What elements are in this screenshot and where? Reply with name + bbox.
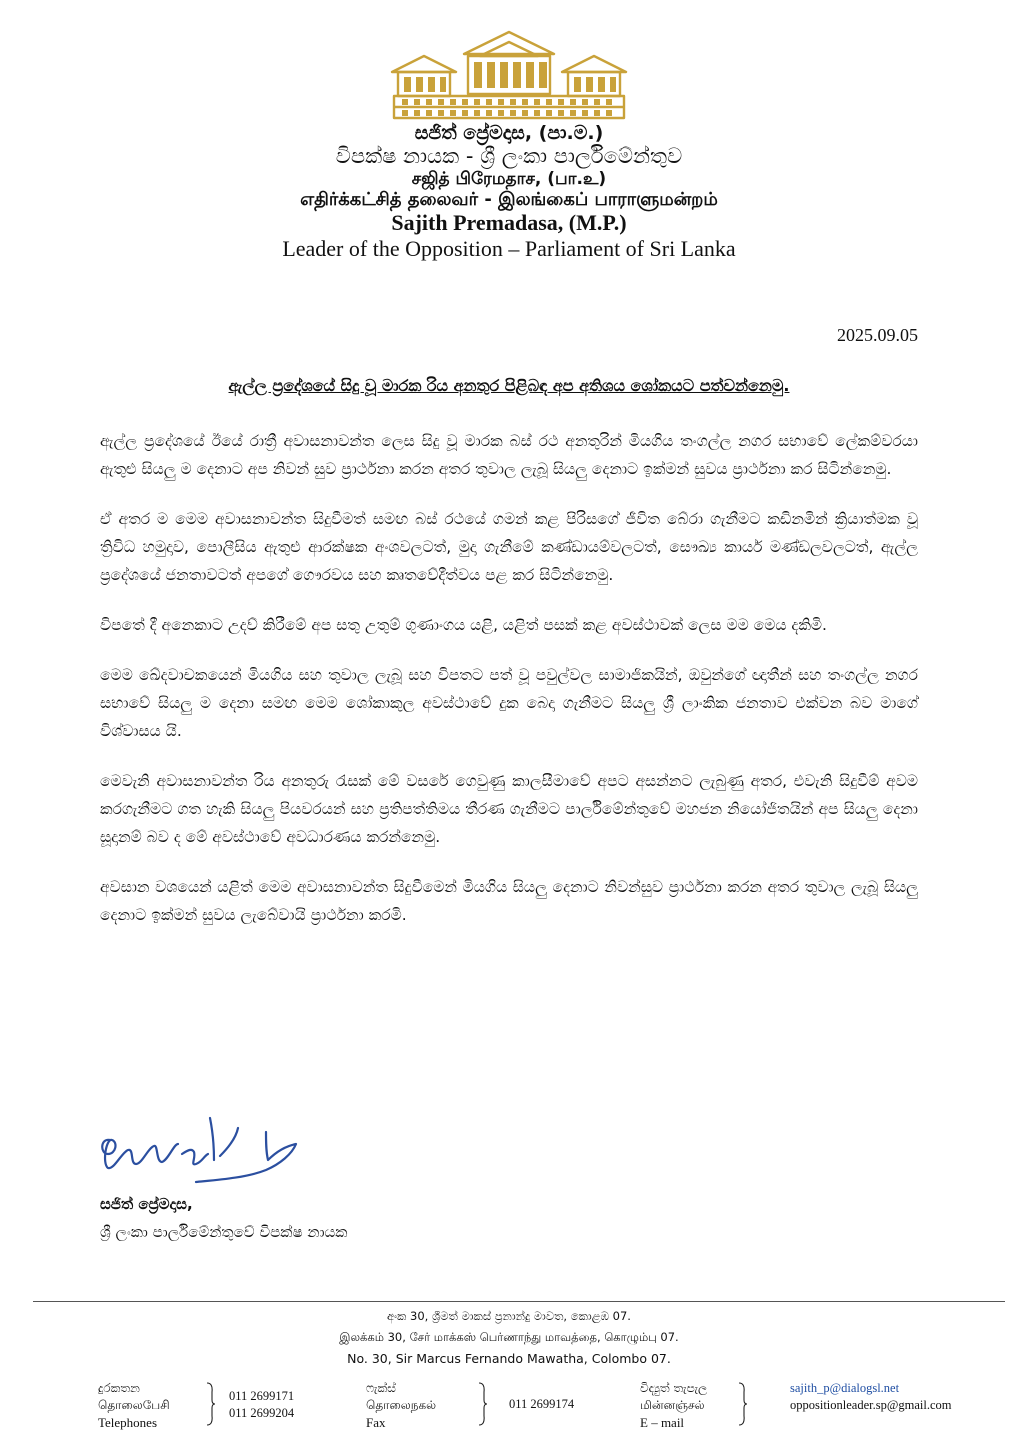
body-paragraph: ඇල්ල ප්‍රදේශයේ ඊයේ රාත්‍රී අවාසනාවන්ත ලෙස සිදු වූ මාරක බස් රථ අනතුරින් මියගිය තංගල්ල නගර සභාවේ ලේකම්වරයා ඇතුළු සියලු ම දෙනාට අප නිවන් සුව ප්‍රාර්ථනා කරන අතර තුවාල ලැබූ සියලු දෙනාට ඉක්මන් සුවය ප්‍රාර්ථනා කර සිටින්නෙමු. (100, 432, 918, 478)
body-paragraph: ඒ අතර ම මෙම අවාසනාවන්ත සිදුවීමත් සමඟ බස් රථයේ ගමන් කළ පිරිසගේ ජීවිත බේරා ගැනීමට කඩිනමින් ක්‍රියාත්මක වූ ත්‍රිවිධ හමුදාව, පොලීසිය ඇතුළු ආරක්ෂක අංශවලටත්, මුදා ගැනීමේ කණ්ඩායම්වලටත්, සෞඛ්‍ය කාර්ය මණ්ඩලවලටත්, ඇල්ල ප්‍රදේශයේ ජනතාවටත් අපගේ ගෞරවය සහ කෘතවේදීත්වය පළ කර සිටින්නෙමු. (100, 510, 918, 584)
header-tamil-title: எதிர்க்கட்சித் தலைவர் - இலங்கைப் பாராளுமன்றம் (300, 189, 718, 211)
handwritten-signature (96, 1108, 326, 1190)
right-brace-icon (478, 1382, 488, 1426)
letter-body (100, 427, 918, 951)
letter-date: 2025.09.05 (837, 325, 918, 345)
sign-off-title: ශ්‍රී ලංකා පාර්ලිමේන්තුවේ විපක්ෂ නායක (100, 1223, 348, 1241)
email-label-sinhala: විද්‍යුත් තැපැල (640, 1381, 708, 1395)
parliament-building-logo (388, 30, 630, 122)
right-brace-icon (738, 1382, 748, 1426)
header-tamil-name: சஜித் பிரேமதாச, (பா.உ) (411, 169, 607, 190)
right-brace-icon (206, 1382, 216, 1426)
header-english-title: Leader of the Opposition – Parliament of Sri Lanka (282, 236, 736, 262)
header-sinhala-title: විපක්ෂ නායක - ශ්‍රී ලංකා පාර්ලිමේන්තුව (335, 144, 683, 169)
telephone-label-english: Telephones (98, 1415, 158, 1430)
fax-label-tamil: தொலைநகல் (366, 1398, 437, 1412)
email-address-link[interactable]: sajith_p@dialogsl.net (790, 1381, 900, 1395)
address-english: No. 30, Sir Marcus Fernando Mawatha, Colombo 07. (347, 1351, 671, 1366)
telephone-label-sinhala: දුරකතන (98, 1381, 140, 1395)
body-paragraph: විපතේ දී අනෙකාට උදව් කිරීමේ අප සතු උතුම් ගුණාංගය යළි, යළිත් පසක් කළ අවස්ථාවක් ලෙස මම මෙය දකිමි. (100, 616, 827, 634)
telephone-label-tamil: தொலைபேசி (98, 1398, 170, 1412)
body-paragraph: මෙවැනි අවාසනාවන්ත රිය අනතුරු රැසක් මේ වසරේ ගෙවුණු කාලසීමාවේ අපට අසන්නට ලැබුණු අතර, එවැනි සිදුවීම් අවම කරගැනීමට ගත හැකි සියලු පියවරයන් සහ ප්‍රතිපත්තිමය තීරණ ගැනීමට පාර්ලිමේන්තුවේ මහජන නියෝජිතයින් අප සියලු දෙනා සූදානම් බව ද මේ අවස්ථාවේ අවධාරණය කරන්නෙමු. (100, 772, 918, 846)
header-english-name: Sajith Premadasa, (M.P.) (391, 210, 627, 236)
body-paragraph: මෙම ඛේදවාචකයෙන් මියගිය සහ තුවාල ලැබූ සහ විපතට පත් වූ පවුල්වල සාමාජිකයින්, ඔවුන්ගේ ඥාතීන් සහ තංගල්ල නගර සභාවේ සියලු ම දෙනා සමඟ මෙම ශෝකාකුල අවස්ථාවේ දුක බෙදා ගැනීමට සියලු ශ්‍රී ලාංකික ජනතාව එක්වන බව මාගේ විශ්වාසය යි. (100, 666, 918, 740)
fax-number: 011 2699174 (509, 1397, 575, 1411)
address-tamil: இலக்கம் 30, சேர் மாக்கஸ் பெர்ணாந்து மாவத்தை, கொழும்பு 07. (339, 1330, 679, 1344)
sign-off-name: සජිත් ප්‍රේමදාස, (100, 1195, 193, 1213)
email-address: oppositionleader.sp@gmail.com (790, 1398, 952, 1412)
letter-subject: ඇල්ල ප්‍රදේශයේ සිදු වූ මාරක රිය අනතුර පිළිබඳ අප අතිශය ශෝකයට පත්වන්නෙමු. (228, 376, 790, 395)
footer-address (0, 1306, 1018, 1369)
fax-label-sinhala: ෆැක්ස් (366, 1381, 396, 1395)
email-label-tamil: மின்னஞ்சல் (640, 1398, 705, 1412)
email-label-english: E – mail (640, 1415, 685, 1430)
telephone-number: 011 2699204 (229, 1406, 295, 1420)
header-sinhala-name: සජිත් ප්‍රේමදාස, (පා.ම.) (414, 122, 604, 144)
sign-off (100, 1190, 347, 1246)
body-paragraph: අවසාන වශයෙන් යළිත් මෙම අවාසනාවන්ත සිදුවීමෙන් මියගිය සියලු දෙනාට නිවන්සුව ප්‍රාර්ථනා කරන අතර තුවාල ලැබූ සියලු දෙනාට ඉක්මන් සුවය ලැබේවායි ප්‍රාර්ථනා කරමි. (100, 878, 918, 924)
telephone-number: 011 2699171 (229, 1389, 295, 1403)
letterhead (0, 122, 1018, 262)
footer-divider (33, 1301, 1005, 1302)
address-sinhala: අංක 30, ශ්‍රීමත් මාකස් ප්‍රනාන්දු මාවත, කොළඹ 07. (387, 1309, 631, 1323)
fax-label-english: Fax (366, 1415, 386, 1430)
